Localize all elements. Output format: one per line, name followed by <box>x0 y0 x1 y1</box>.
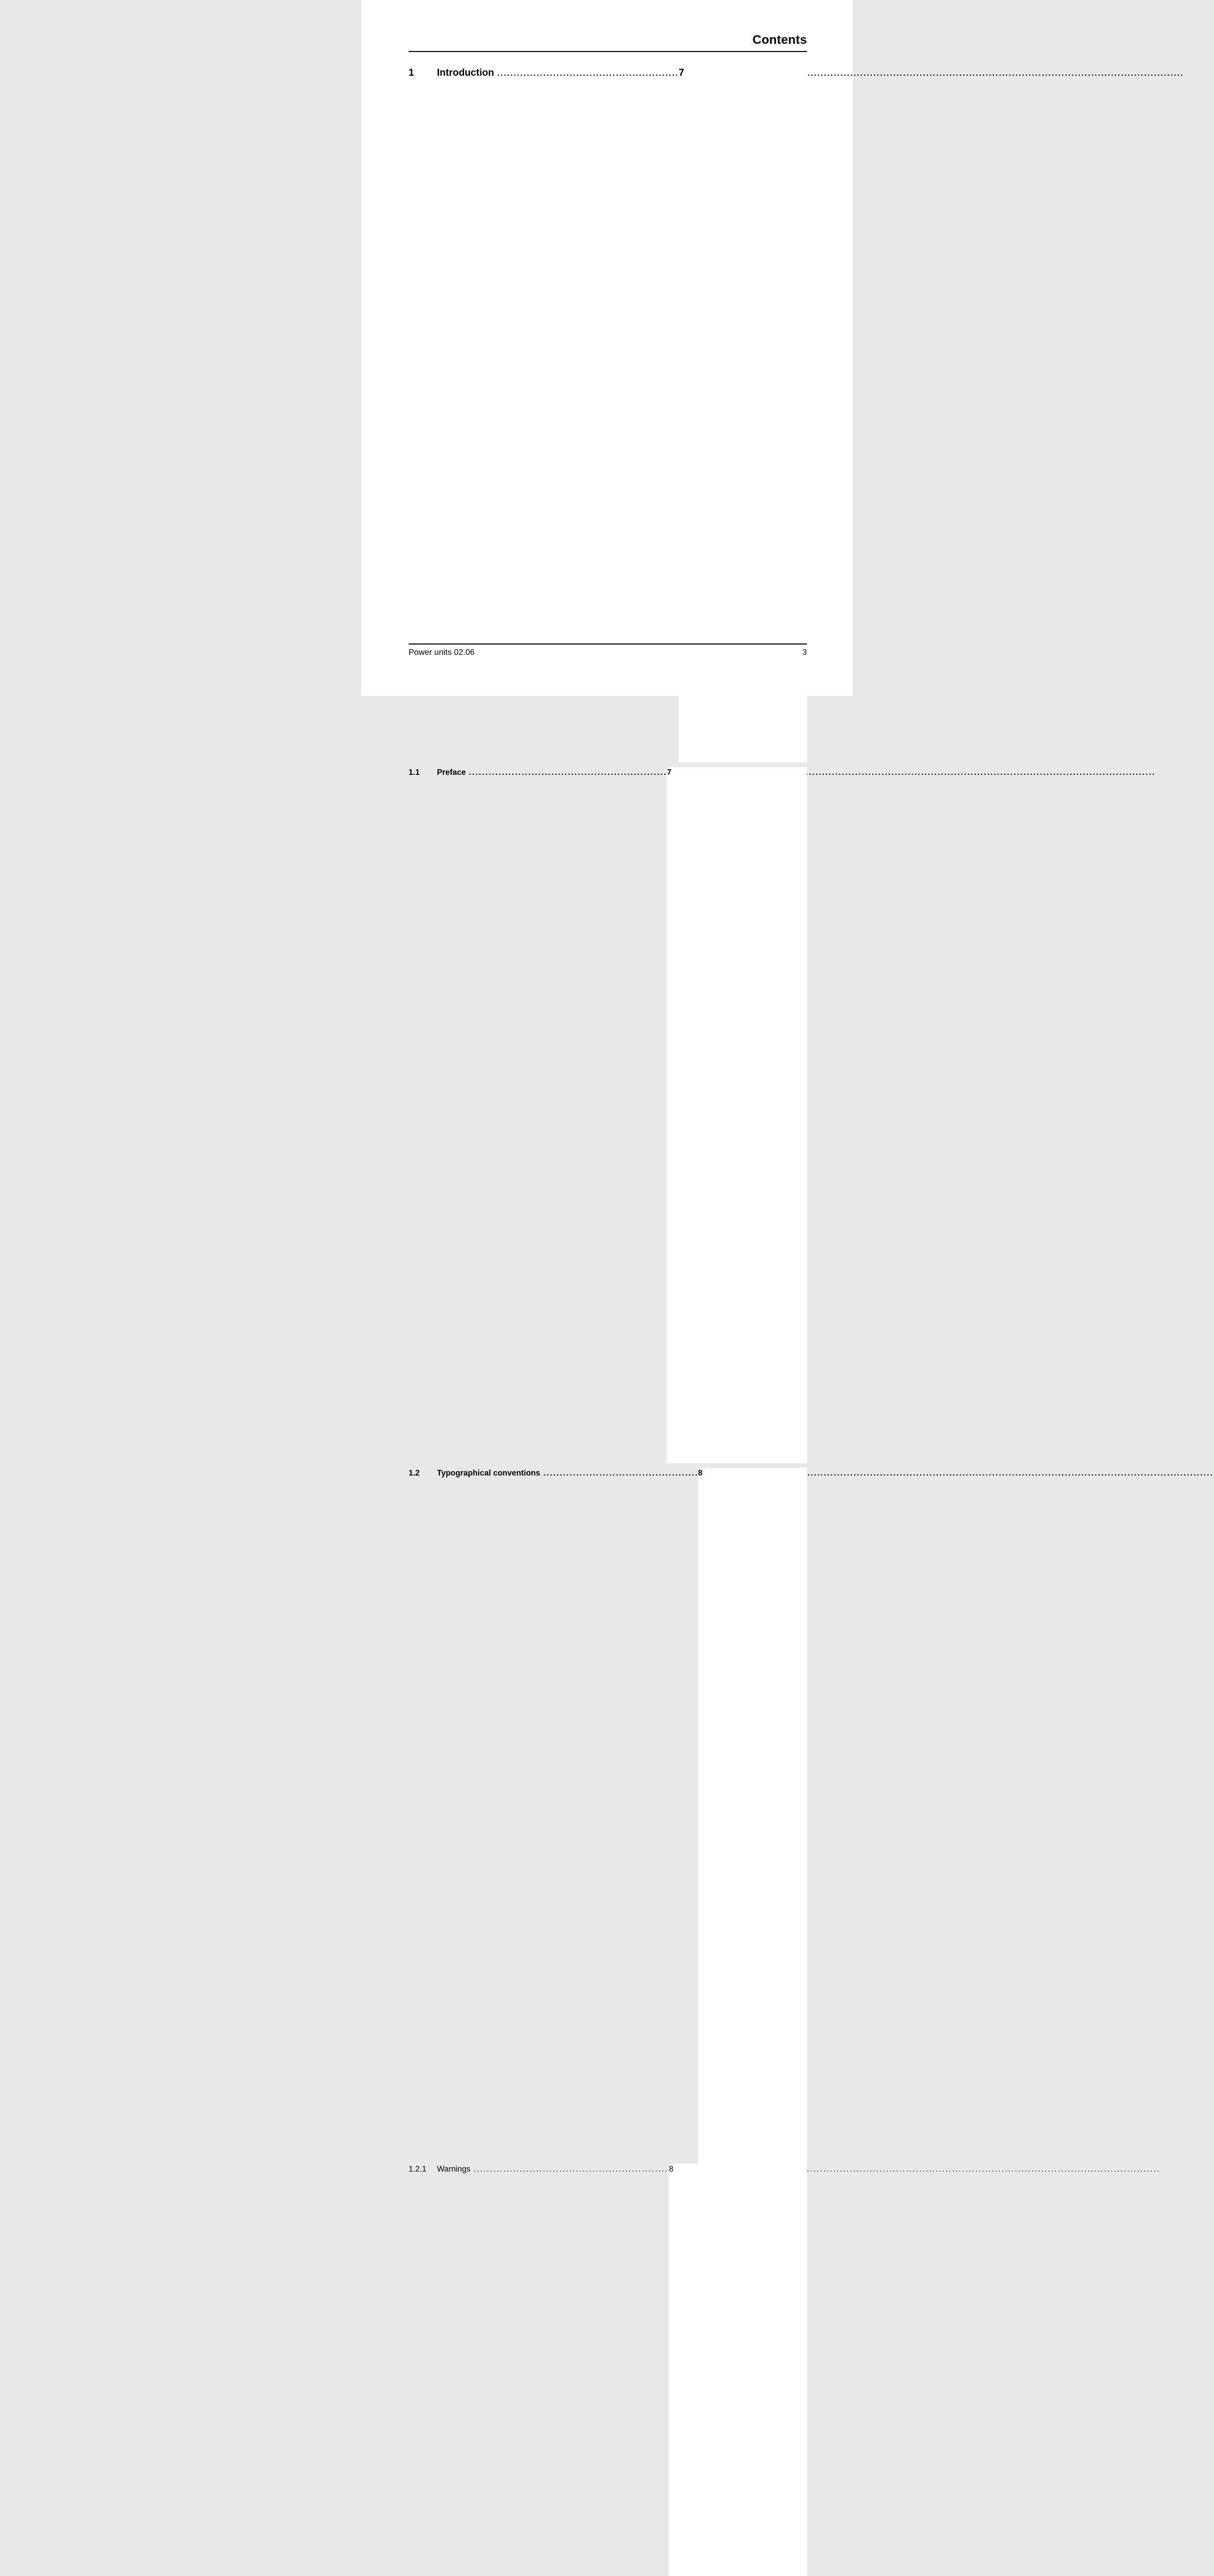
header-rule <box>409 51 807 52</box>
footer-document-label: Power units 02.06 <box>409 648 475 657</box>
toc-entry-body <box>437 767 807 1463</box>
footer-page-number: 3 <box>802 648 807 657</box>
toc-entry-number: 1.2.1 <box>409 2165 427 2174</box>
toc-entry-page: 8 <box>669 2164 807 2576</box>
toc-entry-body <box>437 66 807 762</box>
page-content <box>409 0 807 2576</box>
toc-entry <box>409 1468 807 2164</box>
dot-leader <box>497 67 676 80</box>
toc-entry <box>409 66 807 762</box>
toc-entry-title: Preface <box>437 768 466 777</box>
toc-entry-title: Warnings <box>437 2165 470 2174</box>
toc-entry-body <box>437 2164 807 2576</box>
toc-entry <box>409 767 807 1463</box>
footer-rule <box>409 643 807 645</box>
toc-entry-page: 7 <box>667 767 807 1463</box>
toc-entry <box>409 2164 807 2576</box>
toc-entry-number: 1.1 <box>409 768 420 777</box>
toc-entry-body <box>437 1468 807 2164</box>
toc-entry-page: 7 <box>679 66 807 762</box>
dot-leader <box>474 2164 666 2175</box>
page-footer <box>409 640 807 658</box>
table-of-contents <box>409 66 807 2576</box>
page-header <box>409 0 807 52</box>
dot-leader <box>543 1468 695 1479</box>
page-title: Contents <box>752 33 807 47</box>
toc-entry-page: 8 <box>698 1468 807 2164</box>
toc-entry-number: 1 <box>409 67 414 78</box>
dot-leader <box>469 767 664 778</box>
toc-entry-number: 1.2 <box>409 1469 420 1478</box>
toc-entry-title: Typographical conventions <box>437 1469 541 1478</box>
document-page <box>361 0 853 2174</box>
toc-entry-title: Introduction <box>437 67 494 78</box>
footer-row <box>409 648 807 658</box>
